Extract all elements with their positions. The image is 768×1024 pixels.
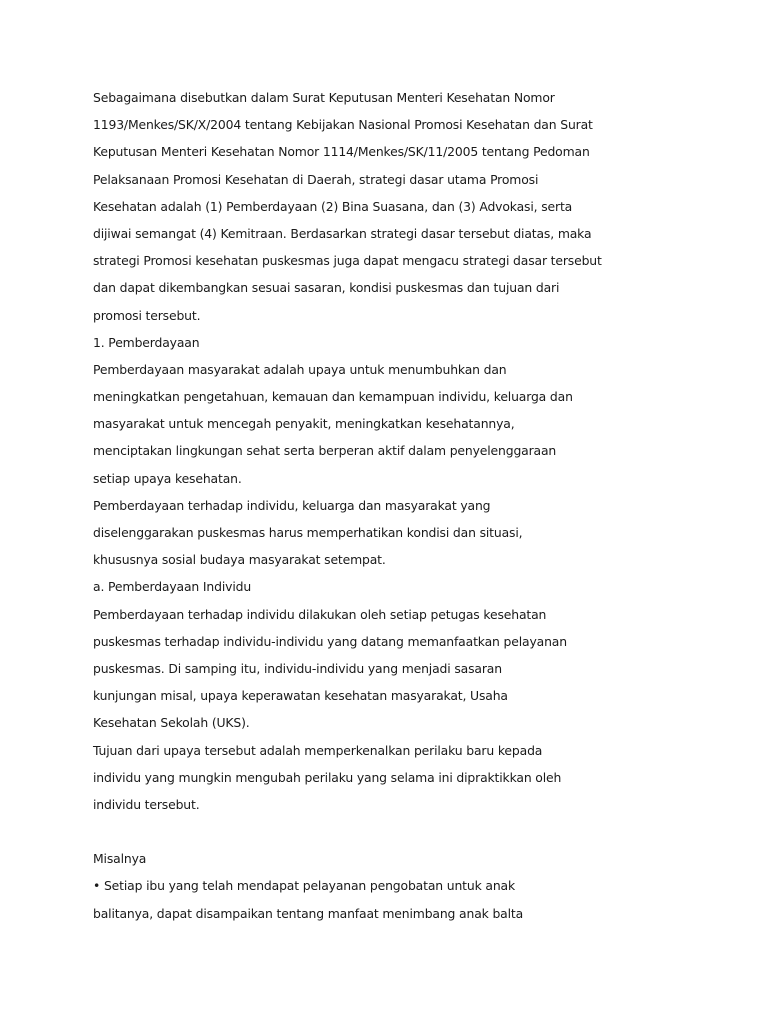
text-line: menciptakan lingkungan sehat serta berperan aktif dalam penyelenggaraan	[93, 443, 557, 459]
bullet-item: • Setiap ibu yang telah mendapat pelayanan pengobatan untuk anak	[93, 878, 516, 894]
blank-line	[93, 818, 693, 845]
text-line: setiap upaya kesehatan.	[93, 470, 242, 486]
text-line: puskesmas. Di samping itu, individu-individu yang menjadi sasaran	[93, 660, 502, 676]
text-line: masyarakat untuk mencegah penyakit, meningkatkan kesehatannya,	[93, 416, 515, 432]
text-line: meningkatkan pengetahuan, kemauan dan kemampuan individu, keluarga dan	[93, 389, 573, 405]
text-line: puskesmas terhadap individu-individu yang datang memanfaatkan pelayanan	[93, 633, 567, 649]
section-heading: 1. Pemberdayaan	[93, 334, 200, 350]
text-line: khususnya sosial budaya masyarakat setempat.	[93, 552, 386, 568]
text-line: Kesehatan Sekolah (UKS).	[93, 715, 250, 731]
text-line: Keputusan Menteri Kesehatan Nomor 1114/Menkes/SK/11/2005 tentang Pedoman	[93, 144, 590, 160]
text-line: strategi Promosi kesehatan puskesmas juga dapat mengacu strategi dasar tersebut	[93, 253, 602, 269]
text-line: promosi tersebut.	[93, 307, 201, 323]
subsection-heading: a. Pemberdayaan Individu	[93, 579, 252, 595]
text-line: Misalnya	[93, 851, 147, 867]
text-line: dan dapat dikembangkan sesuai sasaran, kondisi puskesmas dan tujuan dari	[93, 280, 560, 296]
text-line: Kesehatan adalah (1) Pemberdayaan (2) Bina Suasana, dan (3) Advokasi, serta	[93, 198, 573, 214]
text-line: individu tersebut.	[93, 796, 200, 812]
text-line: 1193/Menkes/SK/X/2004 tentang Kebijakan Nasional Promosi Kesehatan dan Surat	[93, 117, 593, 133]
text-line: balitanya, dapat disampaikan tentang manfaat menimbang anak balta	[93, 905, 524, 921]
text-line: kunjungan misal, upaya keperawatan kesehatan masyarakat, Usaha	[93, 688, 508, 704]
text-line: Pelaksanaan Promosi Kesehatan di Daerah, strategi dasar utama Promosi	[93, 171, 539, 187]
text-line: Pemberdayaan masyarakat adalah upaya untuk menumbuhkan dan	[93, 361, 507, 377]
text-line: Sebagaimana disebutkan dalam Surat Keputusan Menteri Kesehatan Nomor	[93, 90, 555, 105]
text-line: Pemberdayaan terhadap individu dilakukan oleh setiap petugas kesehatan	[93, 606, 547, 622]
text-line: dijiwai semangat (4) Kemitraan. Berdasarkan strategi dasar tersebut diatas, maka	[93, 225, 592, 241]
text-line: Pemberdayaan terhadap individu, keluarga dan masyarakat yang	[93, 497, 491, 513]
document-body	[93, 84, 693, 927]
text-line: Tujuan dari upaya tersebut adalah memperkenalkan perilaku baru kepada	[93, 742, 543, 758]
text-line: diselenggarakan puskesmas harus memperhatikan kondisi dan situasi,	[93, 525, 523, 540]
text-line: individu yang mungkin mengubah perilaku yang selama ini dipraktikkan oleh	[93, 769, 562, 785]
